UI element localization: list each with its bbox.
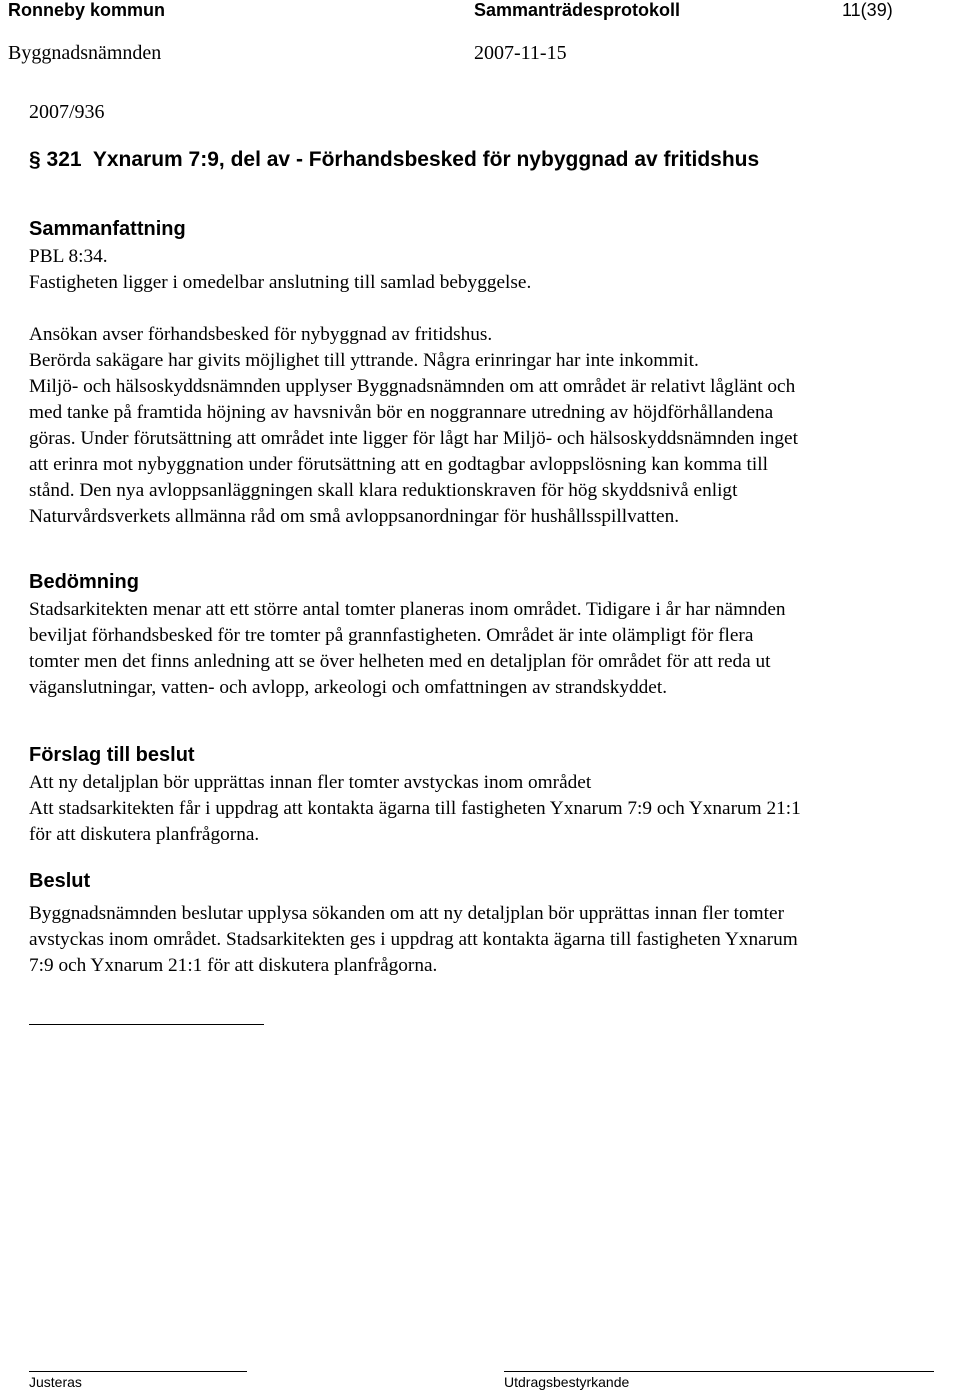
summary-line: Berörda sakägare har givits möjlighet till yttrande. Några erinringar har inte inkommit.	[29, 350, 699, 371]
assessment-line: väganslutningar, vatten- och avlopp, arkeologi och omfattningen av strandskyddet.	[29, 677, 668, 698]
section-separator	[29, 1024, 264, 1025]
footer-utdragsbestyrkande: Utdragsbestyrkande	[504, 1374, 630, 1390]
summary-heading: Sammanfattning	[29, 218, 186, 240]
case-title	[29, 148, 759, 172]
summary-line: med tanke på framtida höjning av havsnivån bör en noggrannare utredning av höjdförhållandena	[29, 402, 774, 423]
summary-line: PBL 8:34.	[29, 246, 108, 267]
meeting-date: 2007-11-15	[474, 42, 567, 64]
summary-line: att erinra mot nybyggnation under förutsättning att en godtagbar avloppslösning kan komma till	[29, 454, 768, 475]
assessment-line: Stadsarkitekten menar att ett större antal tomter planeras inom området. Tidigare i år har nämnden	[29, 599, 786, 620]
summary-line: Fastigheten ligger i omedelbar anslutning till samlad bebyggelse.	[29, 272, 532, 293]
summary-line	[29, 296, 939, 322]
decision-text	[29, 901, 939, 979]
summary-line: stånd. Den nya avloppsanläggningen skall klara reduktionskraven för hög skyddsnivå enligt	[29, 480, 738, 501]
assessment-text	[29, 597, 939, 701]
document-type: Sammanträdesprotokoll	[474, 0, 681, 20]
proposal-heading: Förslag till beslut	[29, 744, 195, 766]
decision-line: 7:9 och Yxnarum 21:1 för att diskutera planfrågorna.	[29, 955, 438, 976]
board-name: Byggnadsnämnden	[8, 42, 162, 64]
page-number: 11(39)	[842, 0, 893, 20]
decision-line: avstyckas inom området. Stadsarkitekten ges i uppdrag att kontakta ägarna till fastigheten Yxnarum	[29, 929, 798, 950]
summary-line: Naturvårdsverkets allmänna råd om små avloppsanordningar för hushållsspillvatten.	[29, 506, 680, 527]
proposal-text	[29, 770, 939, 848]
summary-line: göras. Under förutsättning att området inte ligger för lågt har Miljö- och hälsoskyddsnämnden inget	[29, 428, 798, 449]
justeras-line	[29, 1371, 247, 1372]
municipality-name: Ronneby kommun	[8, 0, 166, 20]
footer-justeras: Justeras	[29, 1374, 82, 1390]
proposal-line: Att stadsarkitekten får i uppdrag att kontakta ägarna till fastigheten Yxnarum 7:9 och Yxnarum 21:1	[29, 798, 801, 819]
case-title-text: 321 Yxnarum 7:9, del av - Förhandsbesked för nybyggnad av fritidshus	[46, 148, 760, 171]
summary-line: Miljö- och hälsoskyddsnämnden upplyser Byggnadsnämnden om att området är relativt låglänt och	[29, 376, 796, 397]
assessment-line: tomter men det finns anledning att se över helheten med en detaljplan för området för att reda ut	[29, 651, 771, 672]
decision-line: Byggnadsnämnden beslutar upplysa sökanden om att ny detaljplan bör upprättas innan fler tomter	[29, 903, 785, 924]
case-number: 2007/936	[29, 101, 105, 123]
summary-text	[29, 244, 939, 530]
proposal-line: för att diskutera planfrågorna.	[29, 824, 260, 845]
decision-heading: Beslut	[29, 870, 91, 892]
utdrag-line	[504, 1371, 934, 1372]
summary-line: Ansökan avser förhandsbesked för nybyggnad av fritidshus.	[29, 324, 493, 345]
assessment-line: beviljat förhandsbesked för tre tomter på grannfastigheten. Området är inte olämpligt för flera	[29, 625, 754, 646]
proposal-line: Att ny detaljplan bör upprättas innan fler tomter avstyckas inom området	[29, 772, 592, 793]
assessment-heading: Bedömning	[29, 571, 139, 593]
section-sign: §	[29, 148, 41, 171]
